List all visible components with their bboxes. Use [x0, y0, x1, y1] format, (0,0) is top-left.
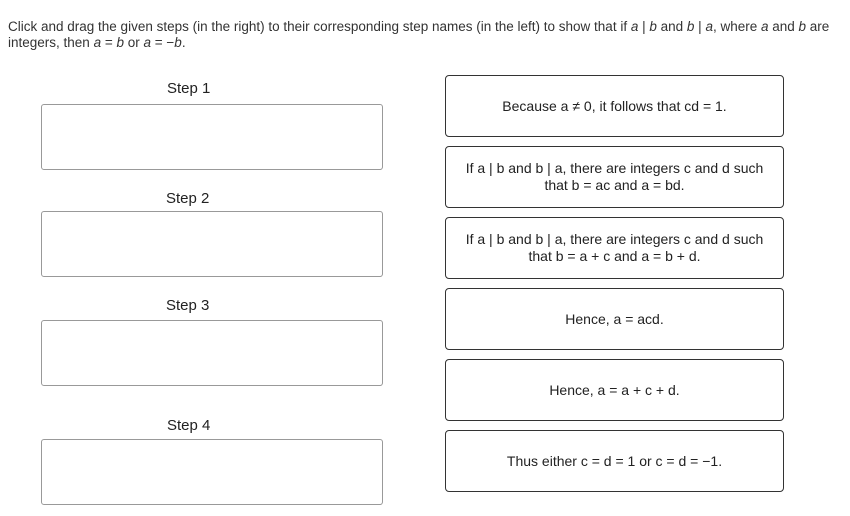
step-1-label: Step 1 — [167, 80, 211, 97]
card-text: If a | b and b | a, there are integers c and d such that b = a + c and a = b + d. — [465, 231, 764, 264]
draggable-step-card[interactable] — [445, 288, 784, 350]
step-2-drop-zone[interactable] — [41, 211, 383, 277]
step-3-drop-zone[interactable] — [41, 320, 383, 386]
draggable-step-card[interactable] — [445, 146, 784, 208]
draggable-step-card[interactable] — [445, 359, 784, 421]
card-text: Thus either c = d = 1 or c = d = −1. — [506, 452, 723, 469]
step-3-label: Step 3 — [166, 297, 210, 314]
card-text: Because a ≠ 0, it follows that cd = 1. — [502, 97, 727, 114]
step-4-drop-zone[interactable] — [41, 439, 383, 505]
step-4-label: Step 4 — [167, 417, 211, 434]
card-text: Hence, a = acd. — [565, 310, 664, 327]
draggable-step-card[interactable] — [445, 217, 784, 279]
draggable-step-card[interactable] — [445, 75, 784, 137]
draggable-step-card[interactable] — [445, 430, 784, 492]
instructions: Click and drag the given steps (in the right) to their corresponding step names (in the left) to show that if a | b and b | a, where a and b are integers, then a = b or a = −b. — [8, 19, 830, 50]
step-2-label: Step 2 — [166, 190, 210, 207]
card-text: If a | b and b | a, there are integers c and d such that b = ac and a = bd. — [465, 160, 764, 193]
card-text: Hence, a = a + c + d. — [549, 381, 680, 398]
step-1-drop-zone[interactable] — [41, 104, 383, 170]
